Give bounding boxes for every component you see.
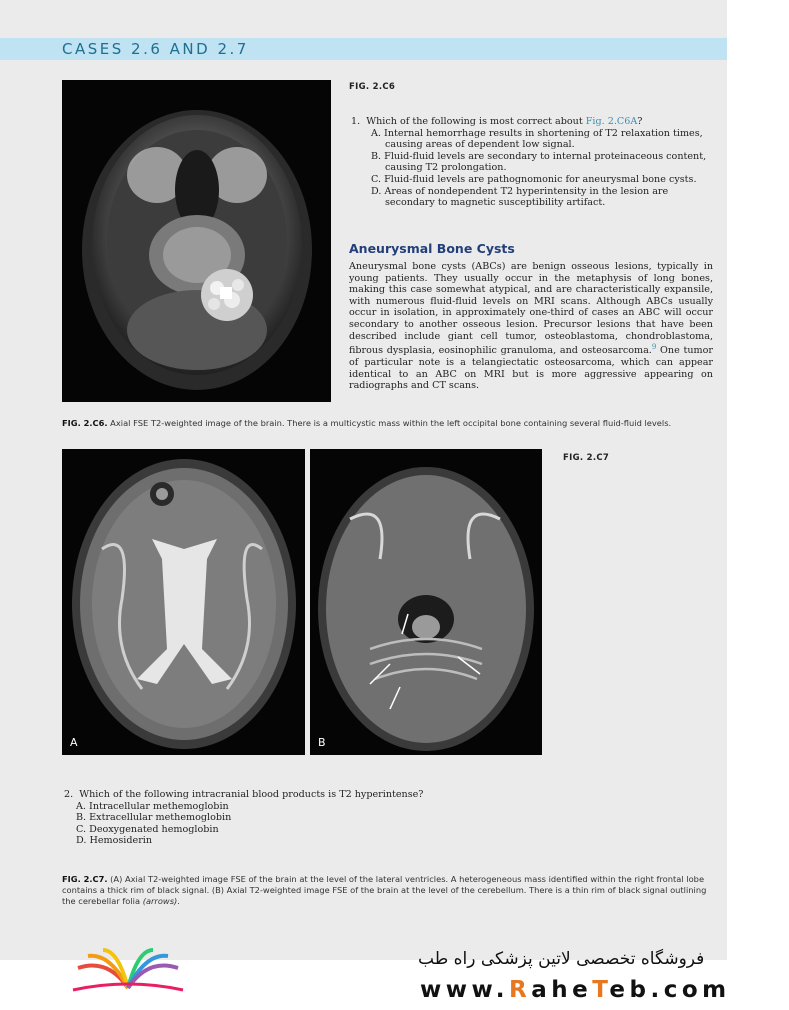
question-1-option-d: D. Areas of nondependent T2 hyperintensity in the lesion are secondary to magnetic susceptibility artifact. xyxy=(371,185,669,209)
section-paragraph: Aneurysmal bone cysts (ABCs) are benign osseous lesions, typically in young patients. They usually occur in the metaphysis of long bones, making this case somewhat atypical, and are characteristically expansile, with numerous fluid-fluid levels on MRI scans. Although ABCs usually occur in isolation, in approximately one-third of cases an ABC will occur secondary to another osseous lesion. Precursor lesions that have been described include giant cell tumor, osteoblastoma, chondroblastoma, fibrous dysplasia, eosinophilic granuloma, and osteosarcoma.$^9$ One tumor of particular note is a telangiectatic osteosarcoma, which can appear identical to an ABC on MRI but is more aggressive appearing on radiographs and CT scans. xyxy=(349,261,713,392)
question-2-option-b: B. Extracellular methemoglobin xyxy=(76,812,232,824)
question-2 xyxy=(64,789,564,847)
fig-2c6-caption: FIG. 2.C6. Axial FSE T2-weighted image of the brain. There is a multicystic mass within the left occipital bone containing several fluid-fluid levels. xyxy=(62,418,672,428)
fig-2c6-label: FIG. 2.C6 xyxy=(349,82,396,92)
mri-image-fig-2c7b xyxy=(310,449,542,755)
question-2-option-c: C. Deoxygenated hemoglobin xyxy=(76,823,219,835)
fig-2c6a-link[interactable]: Fig. 2.C6A xyxy=(585,116,638,127)
question-1-number: 1. xyxy=(351,116,361,127)
fig-2c7-label: FIG. 2.C7 xyxy=(563,453,610,463)
mri-image-fig-2c6 xyxy=(62,80,331,402)
fig-2c7-caption: FIG. 2.C7. (A) Axial T2-weighted image FSE of the brain at the level of the lateral ventricles. A heterogeneous mass identified within the right frontal lobe contains a thick rim of black signal. (B) Axial T2-weighted image FSE of the brain at the level of the cerebellum. There is a thin rim of black signal outlining the cerebellar folia (arrows). xyxy=(62,874,707,906)
question-1-stem-end: ? xyxy=(637,116,643,127)
question-2-option-a: A. Intracellular methemoglobin xyxy=(76,800,229,812)
question-1-stem: Which of the following is most correct about xyxy=(366,116,586,127)
footer-website[interactable]: www.RaheTeb.com xyxy=(420,977,731,1003)
panel-label-b: B xyxy=(318,736,326,749)
question-1-option-a: A. Internal hemorrhage results in shortening of T2 relaxation times, causing areas of dependent low signal. xyxy=(371,127,703,151)
question-1-option-c: C. Fluid-fluid levels are pathognomonic for aneurysmal bone cysts. xyxy=(371,173,697,185)
section-heading: Aneurysmal Bone Cysts xyxy=(349,241,515,256)
question-2-stem: Which of the following intracranial blood products is T2 hyperintense? xyxy=(79,789,424,800)
question-1 xyxy=(351,116,713,209)
panel-label-a: A xyxy=(70,736,78,749)
mri-image-fig-2c7a xyxy=(62,449,305,755)
question-2-number: 2. xyxy=(64,789,74,800)
question-1-option-b: B. Fluid-fluid levels are secondary to internal proteinaceous content, causing T2 prolongation. xyxy=(371,150,707,174)
question-2-option-d: D. Hemosiderin xyxy=(76,835,153,847)
page-header-title: CASES 2.6 AND 2.7 xyxy=(62,40,249,58)
footer-persian-text: فروشگاه تخصصی لاتین پزشکی راه طب xyxy=(418,949,705,969)
reference-link[interactable]: 9 xyxy=(651,343,657,352)
book-logo-icon xyxy=(68,948,188,1002)
